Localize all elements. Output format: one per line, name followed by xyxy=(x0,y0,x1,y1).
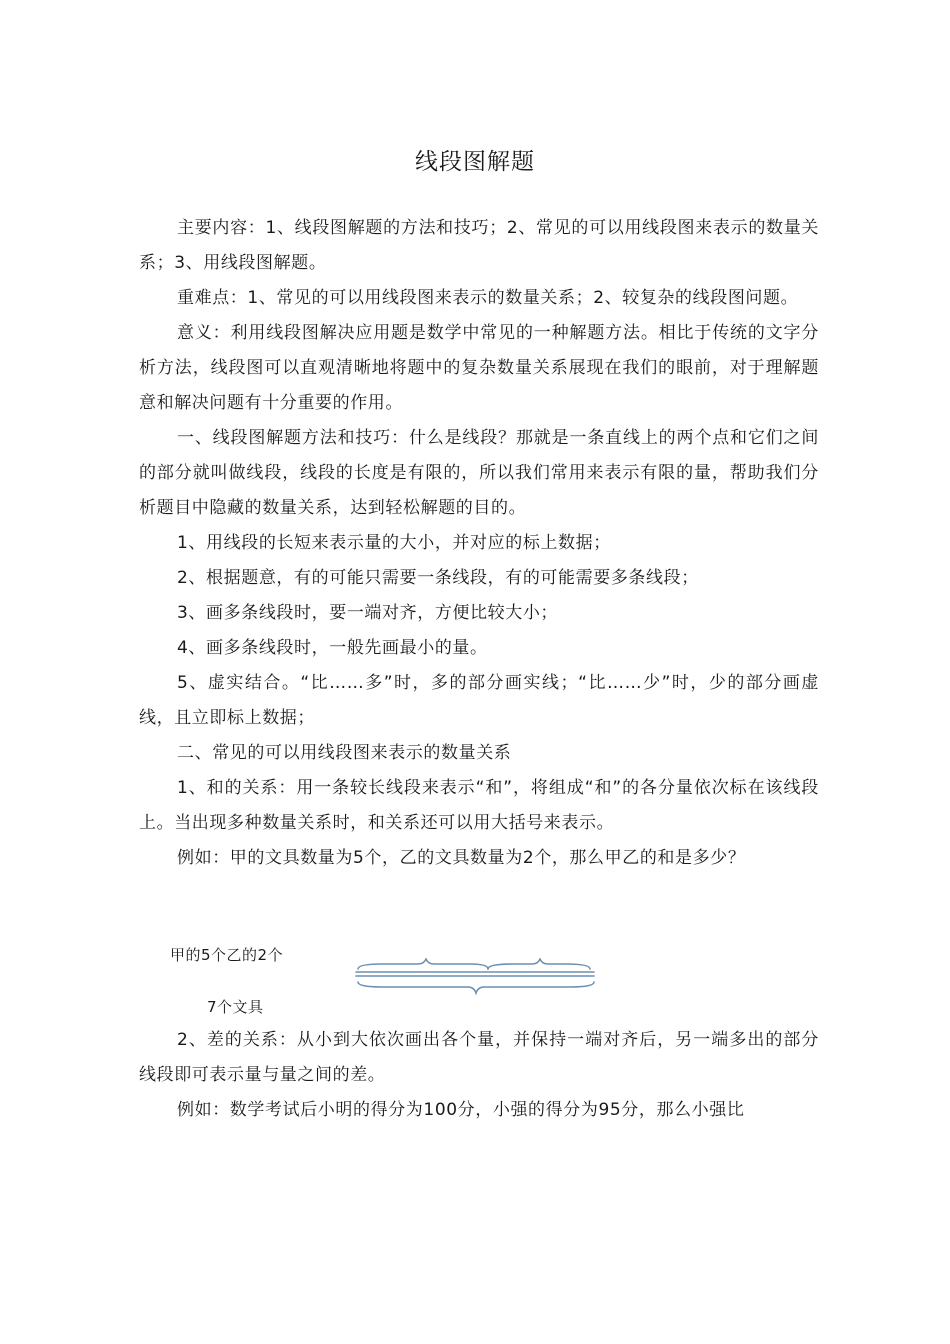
figure-top-label: 甲的5个乙的2个 xyxy=(170,946,284,964)
document-title: 线段图解题 xyxy=(415,149,535,175)
section-two-heading: 二、常见的可以用线段图来表示的数量关系 xyxy=(177,743,512,763)
brace-total xyxy=(358,982,594,993)
paragraph-significance: 意义：利用线段图解决应用题是数学中常见的一种解题方法。相比于传统的文字分析方法，线段图可以直观清晰地将题中的复杂数量关系展现在我们的眼前，对于理解题意和解决问题有十分重要的作用。 xyxy=(139,323,819,413)
list-item-1: 1、用线段的长短来表示量的大小，并对应的标上数据； xyxy=(177,533,611,553)
list-item-4: 4、画多条线段时，一般先画最小的量。 xyxy=(177,638,488,658)
paragraph-difference-relation: 2、差的关系：从小到大依次画出各个量，并保持一端对齐后，另一端多出的部分线段即可表示量与量之间的差。 xyxy=(139,1030,819,1085)
paragraph-section-one: 一、线段图解题方法和技巧：什么是线段？那就是一条直线上的两个点和它们之间的部分就叫做线段，线段的长度是有限的，所以我们常用来表示有限的量，帮助我们分析题目中隐藏的数量关系，达到轻松解题的目的。 xyxy=(139,428,819,518)
brace-yi xyxy=(488,959,590,969)
brace-jia xyxy=(358,959,488,969)
paragraph-difference-example: 例如：数学考试后小明的得分为100分，小强的得分为95分，那么小强比 xyxy=(177,1100,745,1120)
list-item-3: 3、画多条线段时，要一端对齐，方便比较大小； xyxy=(177,603,559,623)
paragraph-main-content: 主要内容：1、线段图解题的方法和技巧；2、常见的可以用线段图来表示的数量关系；3、用线段图解题。 xyxy=(139,218,819,273)
paragraph-sum-example: 例如：甲的文具数量为5个，乙的文具数量为2个，那么甲乙的和是多少？ xyxy=(177,848,746,868)
list-item-5: 5、虚实结合。“比……多”时，多的部分画实线；“比……少”时，少的部分画虚线，且立即标上数据； xyxy=(139,673,819,728)
paragraph-key-points: 重难点：1、常见的可以用线段图来表示的数量关系；2、较复杂的线段图问题。 xyxy=(177,288,799,308)
figure-bottom-label: 7个文具 xyxy=(207,998,264,1016)
paragraph-sum-relation: 1、和的关系：用一条较长线段来表示“和”，将组成“和”的各分量依次标在该线段上。当出现多种数量关系时，和关系还可以用大括号来表示。 xyxy=(139,778,819,833)
line-segment-diagram xyxy=(352,958,602,1000)
body-section-a xyxy=(139,211,819,876)
list-item-2: 2、根据题意，有的可能只需要一条线段，有的可能需要多条线段； xyxy=(177,568,699,588)
body-section-b xyxy=(139,1023,819,1128)
